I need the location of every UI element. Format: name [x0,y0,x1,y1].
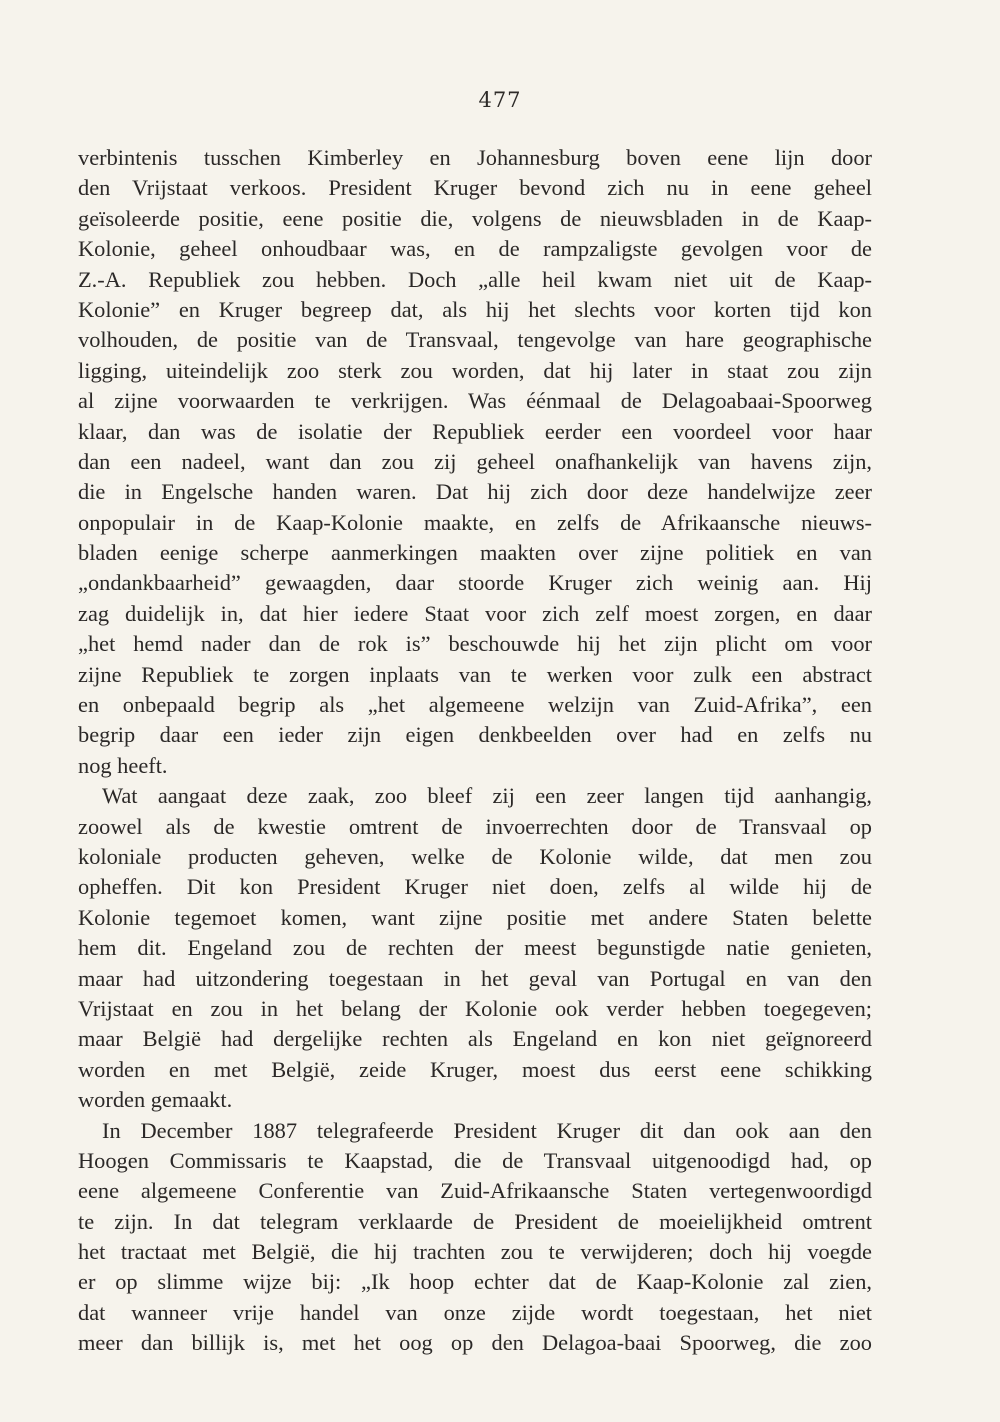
page-number: 477 [478,88,522,112]
paragraph-start-line: In December 1887 telegrafeerde President Kruger dit dan ook aan den [102,1117,872,1143]
text-line: onpopulair in de Kaap-Kolonie maakte, en zelfs de Afrikaansche nieuws- [78,509,872,535]
text-line: „ondankbaarheid” gewaagden, daar stoorde Kruger zich weinig aan. Hij [78,570,872,596]
text-line: eene algemeene Conferentie van Zuid-Afrikaansche Staten vertegenwoordigd [78,1178,872,1204]
text-line: verbintenis tusschen Kimberley en Johannesburg boven eene lijn door [78,145,872,170]
text-line: dan een nadeel, want dan zou zij geheel onafhankelijk van havens zijn, [78,448,872,474]
text-line: worden en met België, zeide Kruger, moest dus eerst eene schikking [78,1056,872,1082]
text-line: Kolonie” en Kruger begreep dat, als hij het slechts voor korten tijd kon [78,296,872,322]
text-line: maar had uitzondering toegestaan in het geval van Portugal en van den [78,965,872,991]
text-line: geïsoleerde positie, eene positie die, volgens de nieuwsbladen in de Kaap- [78,205,872,231]
text-line: maar België had dergelijke rechten als Engeland en kon niet geïgnoreerd [78,1026,872,1052]
text-line: zag duidelijk in, dat hier iedere Staat voor zich zelf moest zorgen, en daar [78,600,872,626]
paragraph-end-line: nog heeft. [78,752,168,778]
text-line: dat wanneer vrije handel van onze zijde wordt toegestaan, het niet [78,1299,872,1325]
text-line: volhouden, de positie van de Transvaal, tengevolge van hare geographische [78,327,872,353]
text-line: die in Engelsche handen waren. Dat hij zich door deze handelwijze zeer [78,479,872,505]
paragraph-end-line: worden gemaakt. [78,1087,233,1113]
text-line: begrip daar een ieder zijn eigen denkbeelden over had en zelfs nu [78,722,872,748]
body-text [78,143,872,1359]
text-line: Vrijstaat en zou in het belang der Kolonie ook verder hebben toegegeven; [78,995,872,1021]
text-line: „het hemd nader dan de rok is” beschouwde hij het zijn plicht om voor [78,631,872,657]
text-line: Z.-A. Republiek zou hebben. Doch „alle heil kwam niet uit de Kaap- [78,266,872,292]
text-line: zijne Republiek te zorgen inplaats van te werken voor zulk een abstract [78,661,872,687]
text-line: Kolonie, geheel onhoudbaar was, en de rampzaligste gevolgen voor de [78,236,872,262]
text-line: meer dan billijk is, met het oog op den Delagoa-baai Spoorweg, die zoo [78,1330,872,1356]
text-line: er op slimme wijze bij: „Ik hoop echter dat de Kaap-Kolonie zal zien, [78,1269,872,1295]
text-line: het tractaat met België, die hij trachten zou te verwijderen; doch hij voegde [78,1239,872,1265]
text-line: ligging, uiteindelijk zoo sterk zou worden, dat hij later in staat zou zijn [78,357,872,383]
text-line: Hoogen Commissaris te Kaapstad, die de Transvaal uitgenoodigd had, op [78,1147,872,1173]
paragraph-start-line: Wat aangaat deze zaak, zoo bleef zij een zeer langen tijd aanhangig, [102,783,872,809]
text-line: koloniale producten geheven, welke de Kolonie wilde, dat men zou [78,843,872,869]
text-line: Kolonie tegemoet komen, want zijne positie met andere Staten belette [78,904,872,930]
text-line: en onbepaald begrip als „het algemeene welzijn van Zuid-Afrika”, een [78,692,872,718]
text-line: den Vrijstaat verkoos. President Kruger bevond zich nu in eene geheel [78,175,872,201]
text-line: hem dit. Engeland zou de rechten der meest begunstigde natie genieten, [78,935,872,961]
text-line: te zijn. In dat telegram verklaarde de President de moeielijkheid omtrent [78,1208,872,1234]
text-line: bladen eenige scherpe aanmerkingen maakten over zijne politiek en van [78,540,872,566]
text-line: klaar, dan was de isolatie der Republiek eerder een voordeel voor haar [78,418,872,444]
text-line: al zijne voorwaarden te verkrijgen. Was éénmaal de Delagoabaai-Spoorweg [78,388,872,414]
text-line: zoowel als de kwestie omtrent de invoerrechten door de Transvaal op [78,813,872,839]
text-line: opheffen. Dit kon President Kruger niet doen, zelfs al wilde hij de [78,874,872,900]
